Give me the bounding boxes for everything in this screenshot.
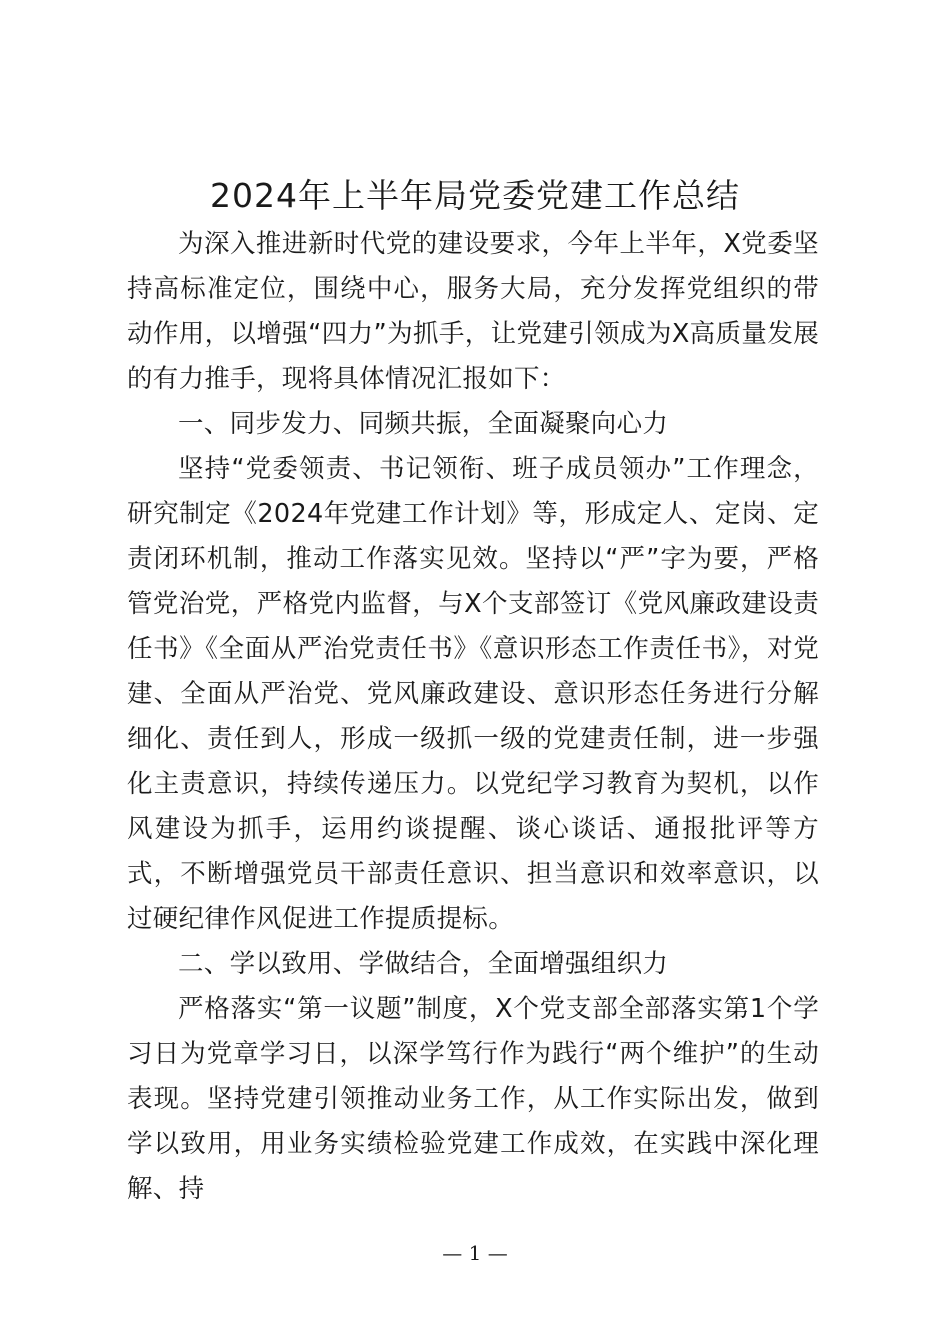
section-2-paragraph: 严格落实“第一议题”制度，X个党支部全部落实第1个学习日为党章学习日，以深学笃行作为践行“两个维护”的生动表现。坚持党建引领推动业务工作，从工作实际出发，做到学以致用，用业务实绩检验党建工作成效，在实践中深化理解、持 — [127, 994, 819, 1204]
document-title: 2024年上半年局党委党建工作总结 — [210, 176, 740, 215]
page-number: — 1 — — [442, 1241, 508, 1265]
section-1-paragraph: 坚持“党委领责、书记领衔、班子成员领办”工作理念，研究制定《2024年党建工作计划》等，形成定人、定岗、定责闭环机制，推动工作落实见效。坚持以“严”字为要，严格管党治党，严格党内监督，与X个支部签订《党风廉政建设责任书》《全面从严治党责任书》《意识形态工作责任书》，对党建、全面从严治党、党风廉政建设、意识形态任务进行分解细化、责任到人，形成一级抓一级的党建责任制，进一步强化主责意识，持续传递压力。以党纪学习教育为契机，以作风建设为抓手，运用约谈提醒、谈心谈话、通报批评等方式，不断增强党员干部责任意识、担当意识和效率意识，以过硬纪律作风促进工作提质提标。 — [127, 454, 819, 934]
document-body — [127, 222, 819, 1212]
section-2-heading: 二、学以致用、学做结合，全面增强组织力 — [178, 949, 669, 979]
intro-paragraph: 为深入推进新时代党的建设要求，今年上半年，X党委坚持高标准定位，围绕中心，服务大局，充分发挥党组织的带动作用，以增强“四力”为抓手，让党建引领成为X高质量发展的有力推手，现将具体情况汇报如下： — [127, 229, 819, 394]
section-1-heading: 一、同步发力、同频共振，全面凝聚向心力 — [178, 409, 669, 439]
